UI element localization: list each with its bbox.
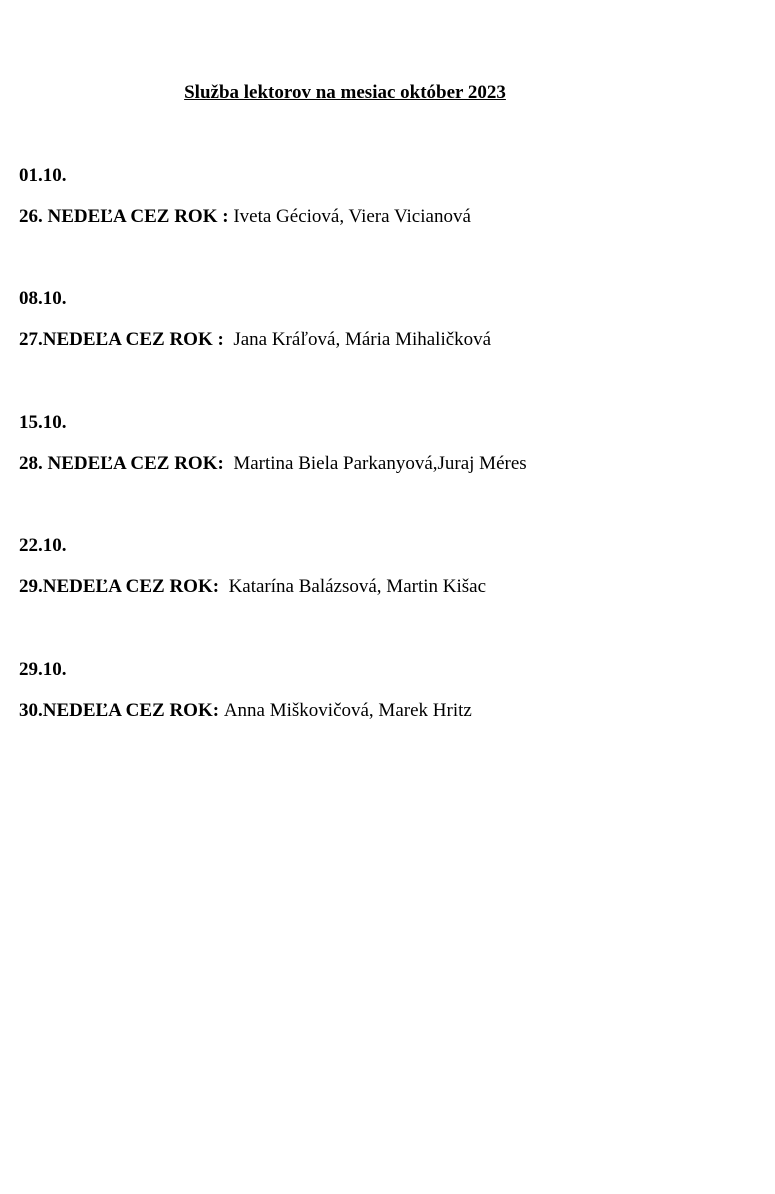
entry-line — [19, 700, 759, 722]
schedule-entry — [19, 165, 759, 228]
entry-date: 15.10. — [19, 412, 67, 433]
page-title: Služba lektorov na mesiac október 2023 — [184, 82, 506, 103]
sunday-label: 27.NEDEĽA CEZ ROK : — [19, 329, 234, 350]
lector-names: Iveta Géciová, Viera Vicianová — [233, 206, 471, 227]
sunday-label: 30.NEDEĽA CEZ ROK: — [19, 700, 224, 721]
sunday-label: 29.NEDEĽA CEZ ROK: — [19, 576, 229, 597]
lector-names: Katarína Balázsová, Martin Kišac — [228, 576, 487, 597]
entry-line — [19, 329, 759, 351]
schedule-entry — [19, 288, 759, 351]
entry-line — [19, 576, 759, 598]
schedule-entry — [19, 412, 759, 475]
entry-date: 08.10. — [19, 288, 67, 309]
lector-names: Anna Miškovičová, Marek Hritz — [223, 700, 472, 721]
schedule-entry — [19, 535, 759, 598]
sunday-label: 28. NEDEĽA CEZ ROK: — [19, 453, 234, 474]
lector-names: Martina Biela Parkanyová,Juraj Méres — [233, 453, 527, 474]
entry-date: 22.10. — [19, 535, 67, 556]
entry-line — [19, 206, 759, 228]
entry-date: 01.10. — [19, 165, 67, 186]
lector-names: Jana Kráľová, Mária Mihaličková — [233, 329, 492, 350]
entry-line — [19, 453, 759, 475]
schedule-entry — [19, 659, 759, 722]
entry-date: 29.10. — [19, 659, 67, 680]
sunday-label: 26. NEDEĽA CEZ ROK : — [19, 206, 234, 227]
